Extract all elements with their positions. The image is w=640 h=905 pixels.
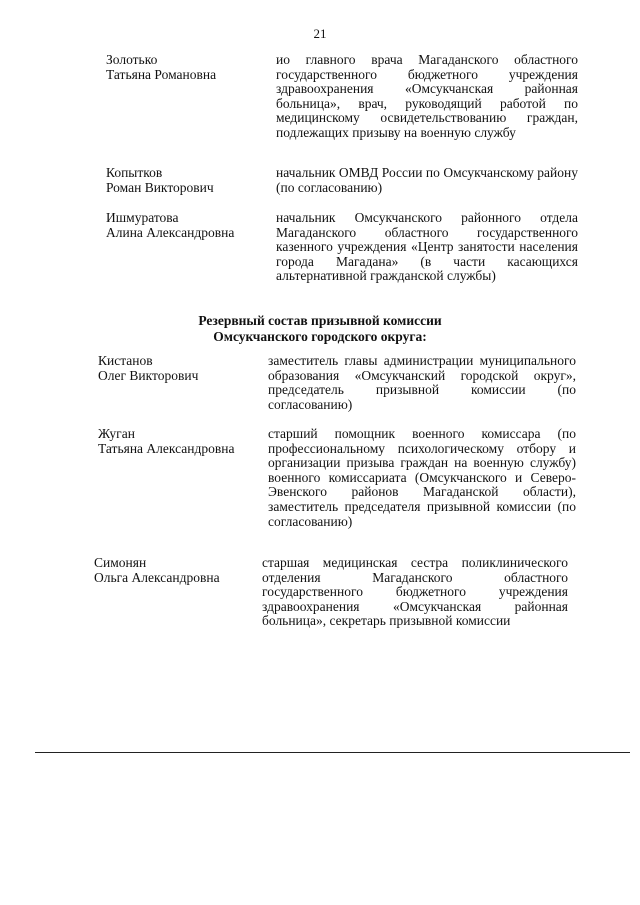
member-surname: Ишмуратова <box>106 210 179 225</box>
member-surname: Жуган <box>98 426 135 441</box>
member-role: старшая медицинская сестра поликлинического отделения Магаданского областного государственного бюджетного учреждения здравоохранения «Омсукчанская районная больница», секретарь призывной комиссии <box>262 555 568 629</box>
member-given-names: Алина Александровна <box>106 224 235 240</box>
member-role: ио главного врача Магаданского областного государственного бюджетного учреждения здравоохранения «Омсукчанская районная больница», врач, руководящий работой по медицинскому освидетельствованию граждан, подлежащих призыву на военную службу <box>276 52 578 140</box>
reserve-title-line2: Омсукчанского городского округа: <box>213 329 427 344</box>
member-name <box>106 211 271 240</box>
member-name <box>94 556 259 585</box>
member-surname: Золотько <box>106 52 158 67</box>
footer-rule <box>35 752 630 753</box>
member-name <box>98 427 263 456</box>
page-number: 21 <box>313 26 327 41</box>
member-surname: Копытков <box>106 165 163 180</box>
member-surname: Кистанов <box>98 353 153 368</box>
member-surname: Симонян <box>94 555 147 570</box>
member-given-names: Ольга Александровна <box>94 569 220 585</box>
member-name <box>106 53 271 82</box>
member-given-names: Татьяна Александровна <box>98 440 235 456</box>
member-role: начальник ОМВД России по Омсукчанскому району (по согласованию) <box>276 165 578 195</box>
member-role: начальник Омсукчанского районного отдела Магаданского областного государственного казенного учреждения «Центр занятости населения города Магадана» (в части касающихся альтернативной гражданской службы) <box>276 210 578 284</box>
member-given-names: Татьяна Романовна <box>106 66 217 82</box>
reserve-title-line1: Резервный состав призывной комиссии <box>198 313 442 328</box>
member-name <box>106 166 271 195</box>
member-role: старший помощник военного комиссара (по профессиональному психологическому отбору и организации призыва граждан на военную службу) военного комиссариата (Омсукчанского и Северо-Эвенского районов Магаданской области), заместитель председателя призывной комиссии (по согласованию) <box>268 426 576 529</box>
reserve-section-title <box>0 313 640 345</box>
member-role: заместитель главы администрации муниципального образования «Омсукчанский городской округ», председатель призывной комиссии (по согласованию) <box>268 353 576 412</box>
member-name <box>98 354 263 383</box>
member-given-names: Олег Викторович <box>98 367 199 383</box>
member-given-names: Роман Викторович <box>106 179 214 195</box>
